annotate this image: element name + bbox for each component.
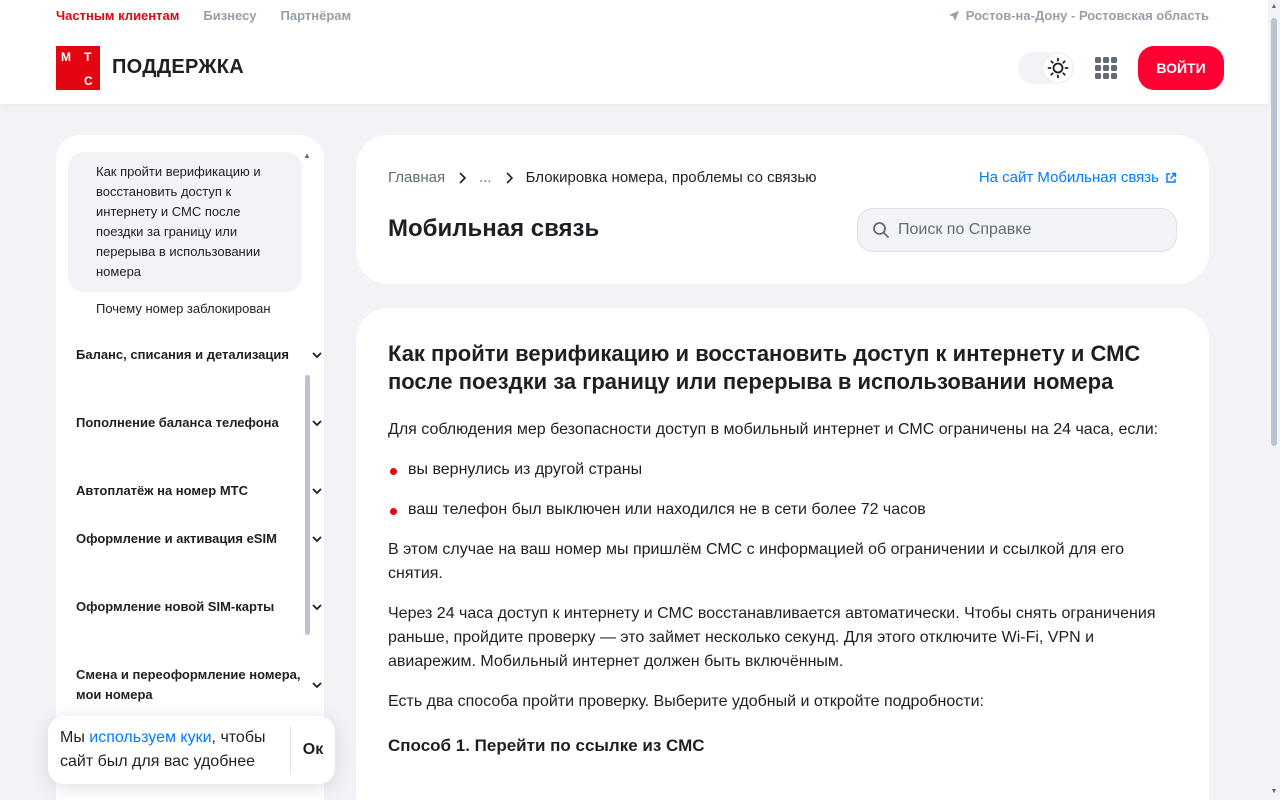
- logo-letter-m: М: [61, 50, 71, 64]
- chevron-down-icon: [310, 678, 324, 692]
- sidebar-item-label: Оформление новой SIM-карты: [76, 599, 275, 614]
- breadcrumb: [388, 169, 816, 186]
- theme-knob: [1044, 54, 1072, 82]
- article-paragraph: Через 24 часа доступ к интернету и СМС восстанавливается автоматически. Чтобы снять ограничения раньше, пройдите проверку — это займет несколько секунд. Для этого отключите Wi-Fi, VPN и авиарежим. Мобильный интернет должен быть включённым.: [388, 605, 1156, 670]
- sidebar-item-esim[interactable]: [76, 529, 306, 549]
- cookie-text: [60, 726, 280, 774]
- sidebar-item-balance[interactable]: [76, 345, 306, 365]
- cookie-policy-link[interactable]: используем куки: [89, 729, 212, 746]
- sidebar-sub-item[interactable]: Почему номер заблокирован: [96, 301, 271, 316]
- sidebar-active-item[interactable]: Как пройти верификацию и восстановить доступ к интернету и СМС после поездки за границу или перерыва в использовании номера: [68, 152, 302, 292]
- mobile-site-link-label: На сайт Мобильная связь: [978, 169, 1159, 186]
- login-button[interactable]: ВОЙТИ: [1138, 46, 1224, 90]
- chevron-down-icon: [310, 600, 324, 614]
- sun-icon: [1047, 57, 1069, 79]
- header-card: [356, 135, 1209, 284]
- top-header: [0, 0, 1268, 104]
- external-link-icon: [1165, 172, 1177, 184]
- logo-letter-s: С: [84, 74, 93, 88]
- article-intro: Для соблюдения мер безопасности доступ в мобильный интернет и СМС ограничены на 24 часа, если:: [388, 421, 1159, 438]
- region-label: Ростов-на-Дону - Ростовская область: [965, 8, 1209, 23]
- segment-switcher: [56, 8, 351, 23]
- article-title: Как пройти верификацию и восстановить доступ к интернету и СМС после поездки за границу или перерыва в использовании номера: [388, 341, 1141, 394]
- breadcrumb-home[interactable]: Главная: [388, 169, 446, 186]
- search-icon: [872, 221, 890, 239]
- cookie-prefix: Мы: [60, 729, 90, 746]
- sidebar-item-autopay[interactable]: [76, 481, 306, 501]
- cookie-suffix: , чтобы сайт был для вас удобнее: [60, 729, 266, 770]
- sidebar-item-label: Оформление и активация eSIM: [76, 531, 277, 546]
- sidebar-item-new-sim[interactable]: [76, 597, 306, 617]
- sidebar-scroll-up-arrow[interactable]: ▲: [303, 151, 311, 160]
- segment-business[interactable]: Бизнесу: [203, 8, 257, 23]
- sidebar-item-label: Пополнение баланса телефона: [76, 415, 279, 430]
- breadcrumb-ellipsis[interactable]: ...: [479, 169, 492, 186]
- list-item: вы вернулись из другой страны: [388, 458, 1178, 482]
- article-paragraph: В этом случае на ваш номер мы пришлём СМС с информацией об ограничении и ссылкой для его снятия.: [388, 541, 1125, 582]
- chevron-down-icon: [310, 416, 324, 430]
- scroll-down-arrow[interactable]: ▼: [1270, 788, 1278, 795]
- sidebar-item-label: Баланс, списания и детализация: [76, 347, 289, 362]
- breadcrumb-current: Блокировка номера, проблемы со связью: [525, 169, 817, 186]
- article: [388, 340, 1178, 758]
- chevron-down-icon: [310, 484, 324, 498]
- sidebar-item-number-change[interactable]: [76, 665, 306, 705]
- cookie-divider: [290, 726, 291, 774]
- sidebar-nav: [56, 135, 324, 800]
- logo-letter-t: Т: [84, 50, 92, 64]
- sidebar-item-label: Автоплатёж на номер МТС: [76, 483, 248, 498]
- chevron-down-icon: [310, 532, 324, 546]
- search-input[interactable]: [898, 221, 1158, 239]
- location-arrow-icon: [948, 10, 960, 22]
- segment-partners[interactable]: Партнёрам: [280, 8, 352, 23]
- search-box[interactable]: [857, 208, 1177, 252]
- apps-grid-icon[interactable]: [1095, 57, 1117, 79]
- segment-private[interactable]: Частным клиентам: [56, 8, 180, 23]
- brand-title: ПОДДЕРЖКА: [112, 56, 245, 78]
- chevron-right-icon: [455, 171, 469, 185]
- list-item: ваш телефон был выключен или находился не в сети более 72 часов: [388, 498, 1178, 522]
- sidebar-item-topup[interactable]: [76, 413, 306, 433]
- cookie-ok-button[interactable]: Ок: [296, 734, 330, 766]
- chevron-down-icon: [310, 348, 324, 362]
- mobile-site-link[interactable]: [979, 169, 1177, 186]
- sidebar-item-label: Смена и переоформление номера, мои номера: [76, 667, 301, 702]
- page-scrollbar[interactable]: [1268, 0, 1280, 800]
- sidebar-scrollbar[interactable]: [305, 375, 310, 635]
- page-scrollbar-thumb[interactable]: [1271, 18, 1277, 446]
- cookie-banner: [48, 716, 335, 784]
- theme-toggle[interactable]: [1018, 52, 1074, 84]
- page-title: Мобильная связь: [388, 215, 600, 242]
- article-paragraph: Есть два способа пройти проверку. Выберите удобный и откройте подробности:: [388, 693, 984, 710]
- region-selector[interactable]: [948, 8, 1209, 23]
- article-subheading: Способ 1. Перейти по ссылке из СМС: [388, 736, 705, 755]
- article-bullet-list: [388, 458, 1178, 522]
- mts-logo[interactable]: [56, 46, 100, 90]
- chevron-right-icon: [502, 171, 516, 185]
- scroll-up-arrow[interactable]: ▲: [1270, 3, 1278, 10]
- article-card: [356, 308, 1209, 800]
